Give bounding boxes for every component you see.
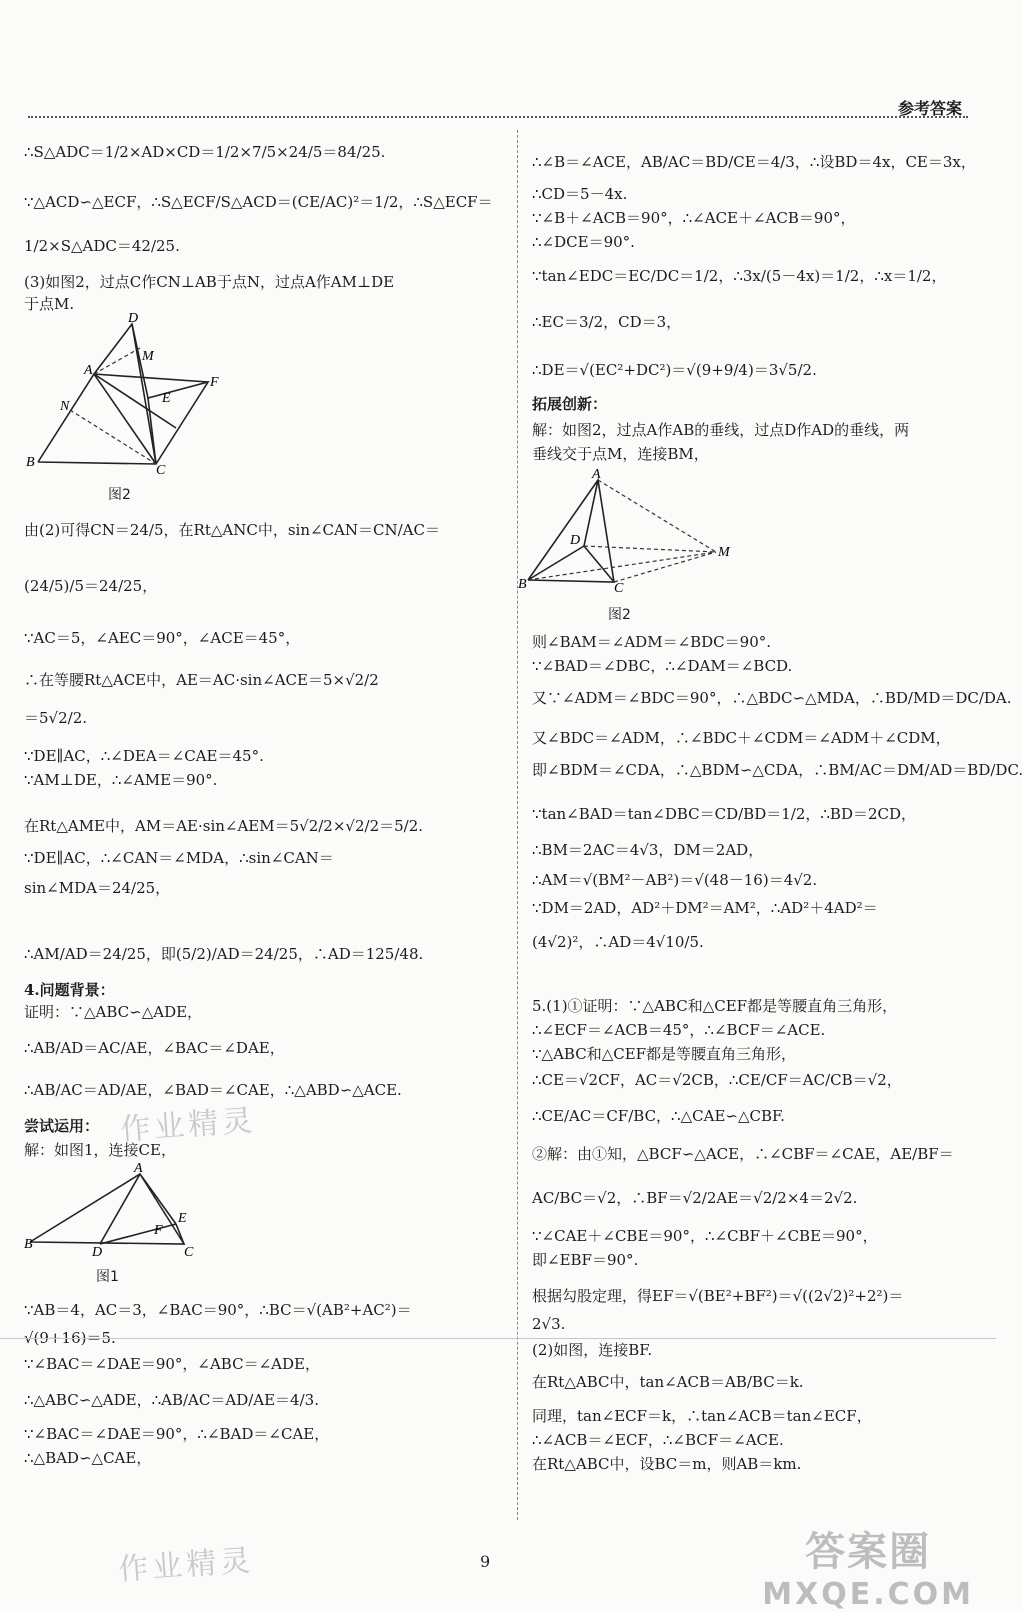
text-line: ＝5√2/2. <box>24 709 88 727</box>
svg-text:E: E <box>178 1211 187 1226</box>
text-line: ∴△ABC∽△ADE，∴AB/AC＝AD/AE＝4/3. <box>24 1391 319 1409</box>
text-line: ∴AM/AD＝24/25，即(5/2)/AD＝24/25，∴AD＝125/48. <box>24 945 424 963</box>
text-line: (3)如图2，过点C作CN⊥AB于点N，过点A作AM⊥DE <box>24 273 395 291</box>
text-line: 即∠BDM＝∠CDA，∴△BDM∽△CDA，∴BM/AC＝DM/AD＝BD/DC. <box>532 761 1023 779</box>
text-line: ∵DE∥AC，∴∠DEA＝∠CAE＝45°. <box>24 747 264 765</box>
svg-text:D: D <box>128 311 139 326</box>
text-line: ∴S△ADC＝1/2×AD×CD＝1/2×7/5×24/5＝84/25. <box>24 143 386 161</box>
text-line: 5.(1)①证明：∵△ABC和△CEF都是等腰直角三角形， <box>532 997 898 1015</box>
figure-2-triangle-diagram <box>24 311 224 478</box>
svg-text:F: F <box>154 1223 163 1238</box>
text-line: 1/2×S△ADC＝42/25. <box>24 237 180 255</box>
svg-text:A: A <box>84 363 93 378</box>
figure-caption: 图2 <box>108 487 131 503</box>
text-line: 解：如图2，过点A作AB的垂线，过点D作AD的垂线，两 <box>532 421 910 439</box>
logo-url: MXQE.COM <box>762 1577 974 1612</box>
text-line: ∵∠BAC＝∠DAE＝90°，∠ABC＝∠ADE， <box>24 1355 320 1373</box>
text-line: ∴CD＝5－4x. <box>532 185 628 203</box>
text-line: ∵AB＝4，AC＝3，∠BAC＝90°，∴BC＝√(AB²+AC²)＝ <box>24 1301 412 1319</box>
svg-text:B: B <box>24 1237 33 1252</box>
text-line: ∴CE/AC＝CF/BC，∴△CAE∽△CBF. <box>532 1107 785 1125</box>
header-rule <box>28 116 968 118</box>
text-line: ∴∠DCE＝90°. <box>532 233 635 251</box>
text-line: 在Rt△ABC中，设BC＝m，则AB＝km. <box>532 1455 802 1473</box>
text-line: ∴△BAD∽△CAE， <box>24 1449 152 1467</box>
text-line: ∵∠B＋∠ACB＝90°，∴∠ACE＋∠ACB＝90°， <box>532 209 856 227</box>
page-number: 9 <box>480 1552 491 1571</box>
text-line: ∵tan∠EDC＝EC/DC＝1/2，∴3x/(5－4x)＝1/2，∴x＝1/2， <box>532 267 947 285</box>
text-line: 由(2)可得CN＝24/5，在Rt△ANC中，sin∠CAN＝CN/AC＝ <box>24 521 440 539</box>
text-line: ∴EC＝3/2，CD＝3， <box>532 313 682 331</box>
svg-text:A: A <box>134 1161 143 1176</box>
svg-text:E: E <box>162 391 171 406</box>
text-line: ∴∠ACB＝∠ECF，∴∠BCF＝∠ACE. <box>532 1431 784 1449</box>
text-line: 在Rt△ABC中，tan∠ACB＝AB/BC＝k. <box>532 1373 804 1391</box>
text-line: ②解：由①知，△BCF∽△ACE，∴∠CBF＝∠CAE，AE/BF＝ <box>532 1145 954 1163</box>
text-line: 同理，tan∠ECF＝k，∴tan∠ACB＝tan∠ECF， <box>532 1407 872 1425</box>
svg-text:C: C <box>184 1245 194 1260</box>
figure-caption: 图1 <box>96 1269 119 1285</box>
text-line: ∵DM＝2AD，AD²＋DM²＝AM²，∴AD²＋4AD²＝ <box>532 899 878 917</box>
svg-text:C: C <box>614 581 624 596</box>
text-line: ∵△ACD∽△ECF，∴S△ECF/S△ACD＝(CE/AC)²＝1/2，∴S△ECF＝ <box>24 193 493 211</box>
text-line: 则∠BAM＝∠ADM＝∠BDC＝90°. <box>532 633 772 651</box>
figure-2-pyramid-diagram <box>518 464 738 594</box>
text-line: sin∠MDA＝24/25， <box>24 879 171 897</box>
svg-text:C: C <box>156 463 166 478</box>
logo-text: 答案圈 <box>805 1529 932 1575</box>
svg-text:B: B <box>26 455 35 470</box>
text-line: √(9+16)＝5. <box>24 1329 116 1347</box>
text-line: (24/5)/5＝24/25， <box>24 577 158 595</box>
figure-1-triangle-diagram <box>24 1161 224 1260</box>
svg-text:F: F <box>210 375 219 390</box>
section-heading: 尝试运用： <box>24 1117 100 1135</box>
section-heading: 4.问题背景： <box>24 981 115 999</box>
svg-text:B: B <box>518 577 527 592</box>
text-line: AC/BC＝√2，∴BF＝√2/2AE＝√2/2×4＝2√2. <box>532 1189 858 1207</box>
section-heading: 拓展创新： <box>532 395 608 413</box>
text-line: ∵△ABC和△CEF都是等腰直角三角形， <box>532 1045 797 1063</box>
text-line: ∴AB/AC＝AD/AE，∠BAD＝∠CAE，∴△ABD∽△ACE. <box>24 1081 402 1099</box>
text-line: ∴在等腰Rt△ACE中，AE＝AC·sin∠ACE＝5×√2/2 <box>24 671 379 689</box>
page-fold-line <box>0 1338 996 1339</box>
svg-text:D: D <box>92 1245 103 1260</box>
column-divider <box>517 130 518 1520</box>
watermark-logo <box>762 1520 974 1612</box>
text-line: 垂线交于点M，连接BM， <box>532 445 709 463</box>
watermark-stamp: 作业精灵 <box>119 1103 258 1148</box>
text-line: 解：如图1，连接CE， <box>24 1141 176 1159</box>
text-line: ∵DE∥AC，∴∠CAN＝∠MDA，∴sin∠CAN＝ <box>24 849 334 867</box>
text-line: (2)如图，连接BF. <box>532 1341 653 1359</box>
figure-caption: 图2 <box>608 607 631 623</box>
svg-text:A: A <box>592 467 601 482</box>
text-line: 2√3. <box>532 1315 566 1333</box>
text-line: 在Rt△AME中，AM＝AE·sin∠AEM＝5√2/2×√2/2＝5/2. <box>24 817 424 835</box>
text-line: (4√2)²，∴AD＝4√10/5. <box>532 933 704 951</box>
text-line: ∵AM⊥DE，∴∠AME＝90°. <box>24 771 218 789</box>
text-line: ∴AM＝√(BM²－AB²)＝√(48－16)＝4√2. <box>532 871 818 889</box>
text-line: 于点M. <box>24 295 75 313</box>
text-line: ∵tan∠BAD＝tan∠DBC＝CD/BD＝1/2，∴BD＝2CD， <box>532 805 917 823</box>
text-line: 证明：∵△ABC∽△ADE， <box>24 1003 203 1021</box>
svg-text:D: D <box>570 533 581 548</box>
text-line: 根据勾股定理，得EF＝√(BE²+BF²)＝√((2√2)²+2²)＝ <box>532 1287 904 1305</box>
text-line: ∴DE＝√(EC²+DC²)＝√(9+9/4)＝3√5/2. <box>532 361 817 379</box>
text-line: ∵∠BAD＝∠DBC，∴∠DAM＝∠BCD. <box>532 657 793 675</box>
text-line: ∵∠BAC＝∠DAE＝90°，∴∠BAD＝∠CAE， <box>24 1425 330 1443</box>
text-line: 即∠EBF＝90°. <box>532 1251 639 1269</box>
text-line: ∵AC＝5，∠AEC＝90°，∠ACE＝45°， <box>24 629 301 647</box>
text-line: ∴BM＝2AC＝4√3，DM＝2AD， <box>532 841 764 859</box>
text-line: ∴CE＝√2CF，AC＝√2CB，∴CE/CF＝AC/CB＝√2， <box>532 1071 902 1089</box>
header-title: 参考答案 <box>897 99 962 118</box>
svg-text:N: N <box>60 399 70 414</box>
svg-text:M: M <box>142 349 154 364</box>
text-line: 又∠BDC＝∠ADM，∴∠BDC＋∠CDM＝∠ADM＋∠CDM， <box>532 729 951 747</box>
text-line: ∴AB/AD＝AC/AE，∠BAC＝∠DAE， <box>24 1039 285 1057</box>
watermark-stamp: 作业精灵 <box>117 1543 256 1588</box>
text-line: ∴∠B＝∠ACE，AB/AC＝BD/CE＝4/3，∴设BD＝4x，CE＝3x， <box>532 153 976 171</box>
text-line: ∴∠ECF＝∠ACB＝45°，∴∠BCF＝∠ACE. <box>532 1021 826 1039</box>
text-line: 又∵∠ADM＝∠BDC＝90°，∴△BDC∽△MDA，∴BD/MD＝DC/DA. <box>532 689 1012 707</box>
svg-text:M: M <box>718 545 730 560</box>
text-line: ∵∠CAE＋∠CBE＝90°，∴∠CBF＋∠CBE＝90°， <box>532 1227 878 1245</box>
